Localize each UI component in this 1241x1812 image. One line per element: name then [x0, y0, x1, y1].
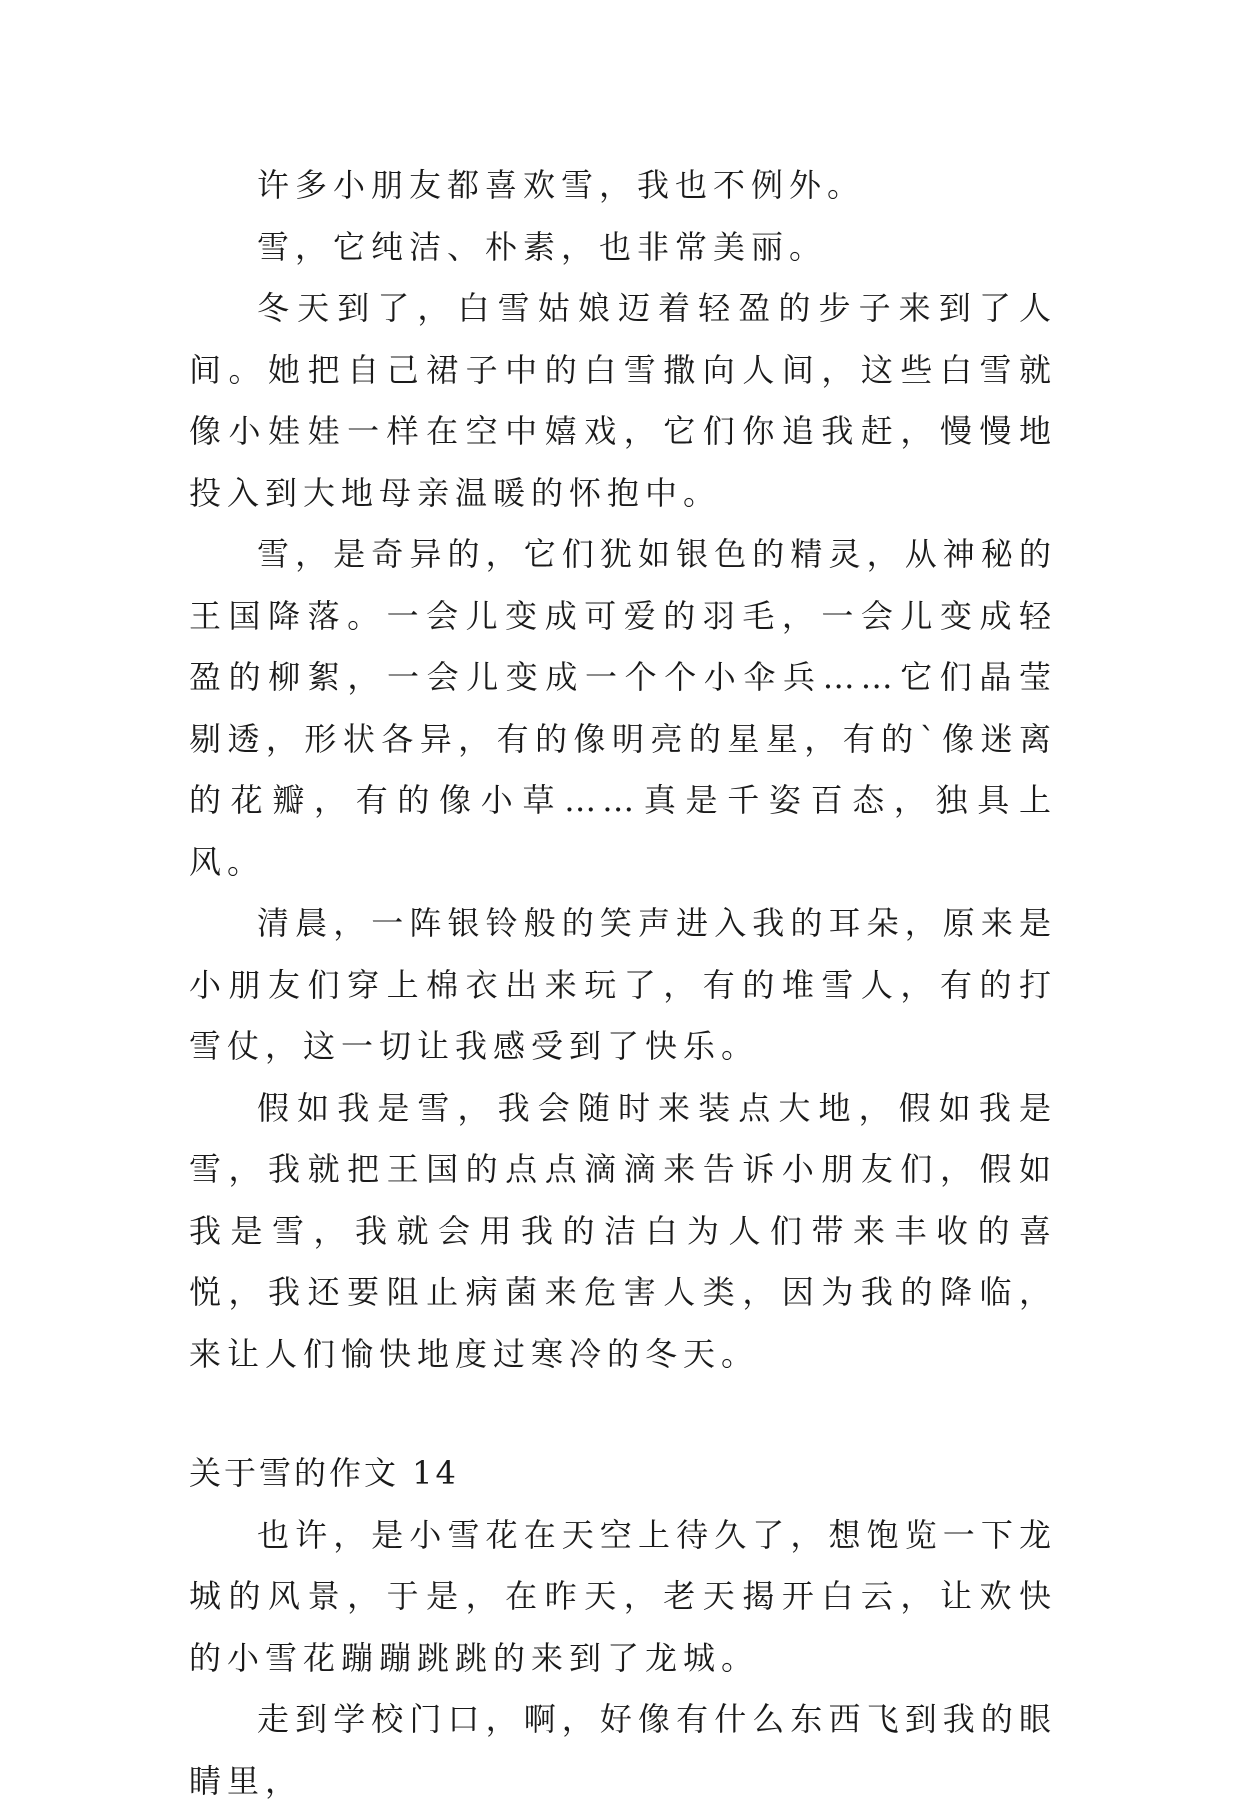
paragraph-6: 假如我是雪，我会随时来装点大地，假如我是雪，我就把王国的点点滴滴来告诉小朋友们，假如我是雪，我就会用我的洁白为人们带来丰收的喜悦，我还要阻止病菌来危害人类，因为我的降临，来让人们愉快地度过寒冷的冬天。 — [189, 1088, 1057, 1373]
section-paragraph-1: 也许，是小雪花在天空上待久了，想饱览一下龙城的风景，于是，在昨天，老天揭开白云，让欢快的小雪花蹦蹦跳跳的来到了龙城。 — [189, 1515, 1057, 1677]
paragraph-5: 清晨，一阵银铃般的笑声进入我的耳朵，原来是小朋友们穿上棉衣出来玩了，有的堆雪人，有的打雪仗，这一切让我感受到了快乐。 — [189, 904, 1057, 1065]
document-body — [189, 155, 1057, 1812]
paragraph-1: 许多小朋友都喜欢雪，我也不例外。 — [257, 166, 866, 204]
paragraph-4: 雪，是奇异的，它们犹如银色的精灵，从神秘的王国降落。一会儿变成可爱的羽毛，一会儿变成轻盈的柳絮，一会儿变成一个个小伞兵……它们晶莹剔透，形状各异，有的像明亮的星星，有的`像迷离的花瓣，有的像小草……真是千姿百态，独具上风。 — [189, 535, 1057, 881]
section-paragraph-2: 走到学校门口，啊，好像有什么东西飞到我的眼睛里， — [189, 1700, 1057, 1800]
paragraph-2: 雪，它纯洁、朴素，也非常美丽。 — [257, 227, 828, 266]
paragraph-3: 冬天到了，白雪姑娘迈着轻盈的步子来到了人间。她把自己裙子中的白雪撒向人间，这些白雪就像小娃娃一样在空中嬉戏，它们你追我赶，慢慢地投入到大地母亲温暖的怀抱中。 — [189, 289, 1057, 512]
section-heading: 关于雪的作文 14 — [189, 1454, 459, 1492]
